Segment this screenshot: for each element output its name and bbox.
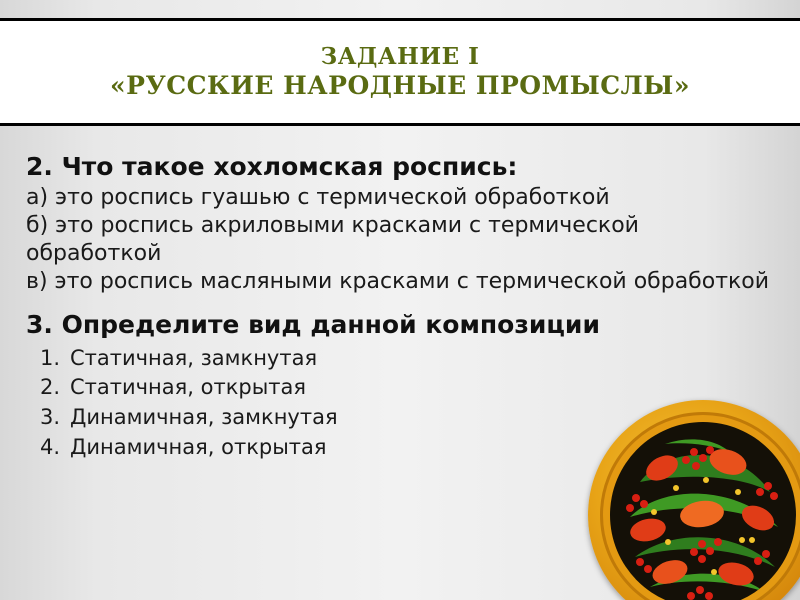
list-item[interactable] bbox=[26, 373, 774, 403]
list-item[interactable] bbox=[26, 344, 774, 374]
question-2-option-v[interactable]: в) это роспись масляными красками с термической обработкой bbox=[26, 268, 770, 294]
list-item-label: Статичная, замкнутая bbox=[70, 345, 318, 370]
list-item-marker: 4. bbox=[39, 435, 60, 460]
question-2-option-b[interactable]: б) это роспись акриловыми красками с термической обработкой bbox=[26, 212, 639, 266]
title-band bbox=[0, 18, 800, 126]
khokhloma-plate-image bbox=[588, 400, 800, 600]
list-item-marker: 1. bbox=[39, 345, 60, 370]
question-2-option-a[interactable]: а) это роспись гуашью с термической обработкой bbox=[26, 184, 610, 210]
list-item-label: Динамичная, замкнутая bbox=[70, 405, 338, 430]
plate-inner-field bbox=[610, 422, 796, 600]
title-line-2: «РУССКИЕ НАРОДНЫЕ ПРОМЫСЛЫ» bbox=[110, 70, 690, 100]
list-item-marker: 2. bbox=[39, 375, 60, 400]
list-item-label: Динамичная, открытая bbox=[70, 435, 327, 460]
question-2-heading: 2. Что такое хохломская роспись: bbox=[26, 152, 518, 181]
title-line-1: ЗАДАНИЕ I bbox=[320, 42, 480, 70]
question-3-heading: 3. Определите вид данной композиции bbox=[26, 310, 600, 340]
list-item-marker: 3. bbox=[39, 405, 60, 430]
khokhloma-pattern-icon bbox=[610, 422, 796, 600]
list-item-label: Статичная, открытая bbox=[70, 375, 307, 400]
